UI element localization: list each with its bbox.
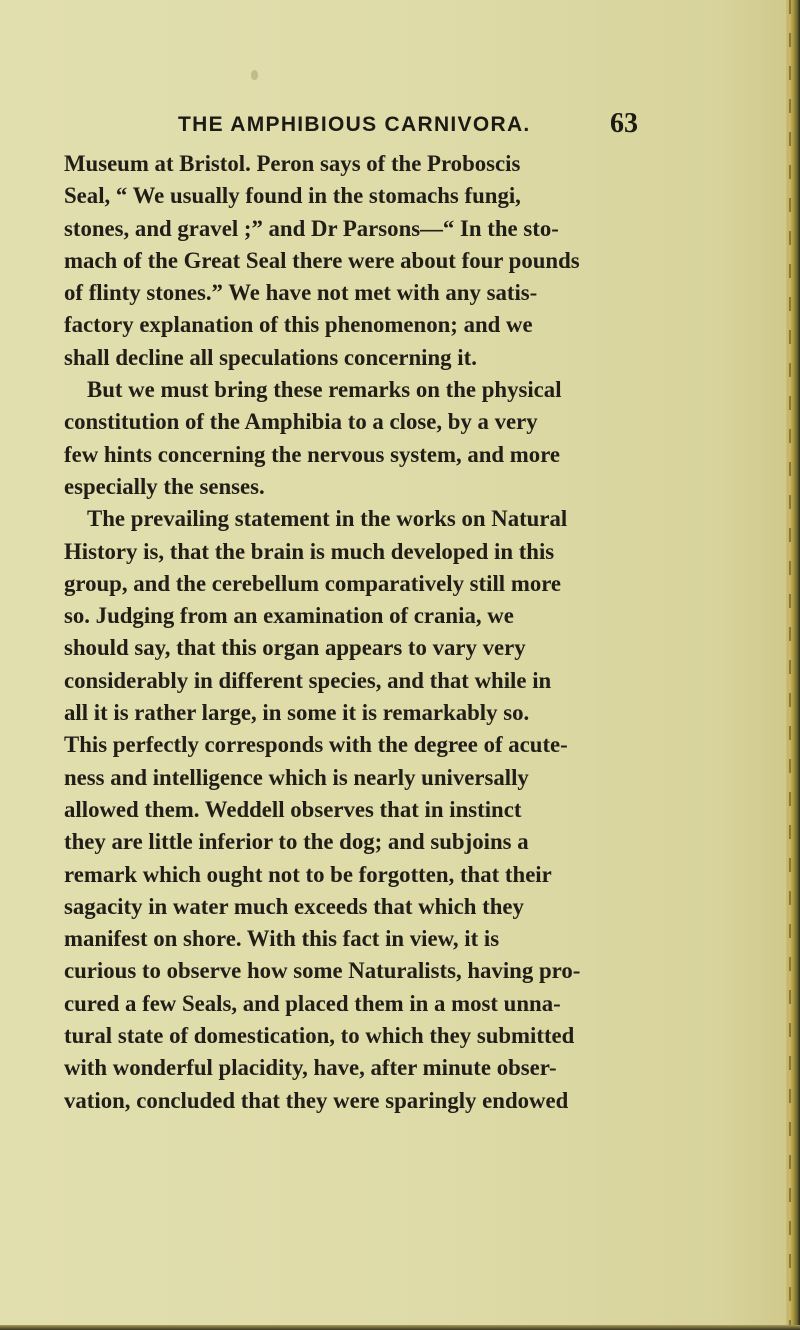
text-line: constitution of the Amphibia to a close, by a very: [64, 409, 538, 435]
text-line: so. Judging from an examination of crania, we: [64, 603, 514, 629]
text-line: few hints concerning the nervous system, and more: [64, 441, 561, 467]
text-line: should say, that this organ appears to vary very: [64, 635, 526, 661]
text-line: History is, that the brain is much developed in this: [64, 538, 555, 564]
text-line: cured a few Seals, and placed them in a most unna-: [64, 990, 561, 1016]
body-text: [64, 148, 684, 1113]
paragraph-first-line: The prevailing statement in the works on Natural: [87, 506, 568, 532]
text-line: stones, and gravel ;” and Dr Parsons—“ In the sto-: [64, 215, 559, 241]
running-head: THE AMPHIBIOUS CARNIVORA.: [178, 113, 531, 136]
text-line: considerably in different species, and that while in: [64, 667, 552, 693]
text-line: allowed them. Weddell observes that in instinct: [64, 796, 522, 822]
ink-spot: [251, 70, 258, 80]
text-line: vation, concluded that they were sparingly endowed: [64, 1087, 569, 1113]
bottom-edge: [0, 1325, 800, 1330]
text-line: This perfectly corresponds with the degree of acute-: [64, 732, 568, 758]
paragraph-first-line: But we must bring these remarks on the physical: [87, 377, 562, 403]
page-edge-binding: [786, 0, 800, 1330]
text-line: Museum at Bristol. Peron says of the Proboscis: [64, 151, 521, 176]
text-line: tural state of domestication, to which they submitted: [64, 1023, 575, 1049]
text-line: ness and intelligence which is nearly universally: [64, 764, 529, 790]
text-line: sagacity in water much exceeds that which they: [64, 893, 524, 919]
text-line: factory explanation of this phenomenon; and we: [64, 312, 533, 338]
text-line: manifest on shore. With this fact in view, it is: [64, 926, 500, 952]
text-line: of flinty stones.” We have not met with any satis-: [64, 280, 538, 306]
text-line: they are little inferior to the dog; and subjoins a: [64, 829, 529, 855]
text-line: mach of the Great Seal there were about four pounds: [64, 247, 580, 273]
text-line: remark which ought not to be forgotten, that their: [64, 861, 552, 887]
text-line: all it is rather large, in some it is remarkably so.: [64, 700, 530, 726]
text-line: curious to observe how some Naturalists, having pro-: [64, 958, 581, 984]
text-line: shall decline all speculations concerning it.: [64, 344, 477, 370]
text-line: especially the senses.: [64, 473, 265, 499]
text-line: group, and the cerebellum comparatively still more: [64, 570, 562, 596]
text-line: Seal, “ We usually found in the stomachs fungi,: [64, 183, 521, 209]
page-number: 63: [610, 108, 638, 139]
text-line: with wonderful placidity, have, after minute obser-: [64, 1055, 557, 1081]
